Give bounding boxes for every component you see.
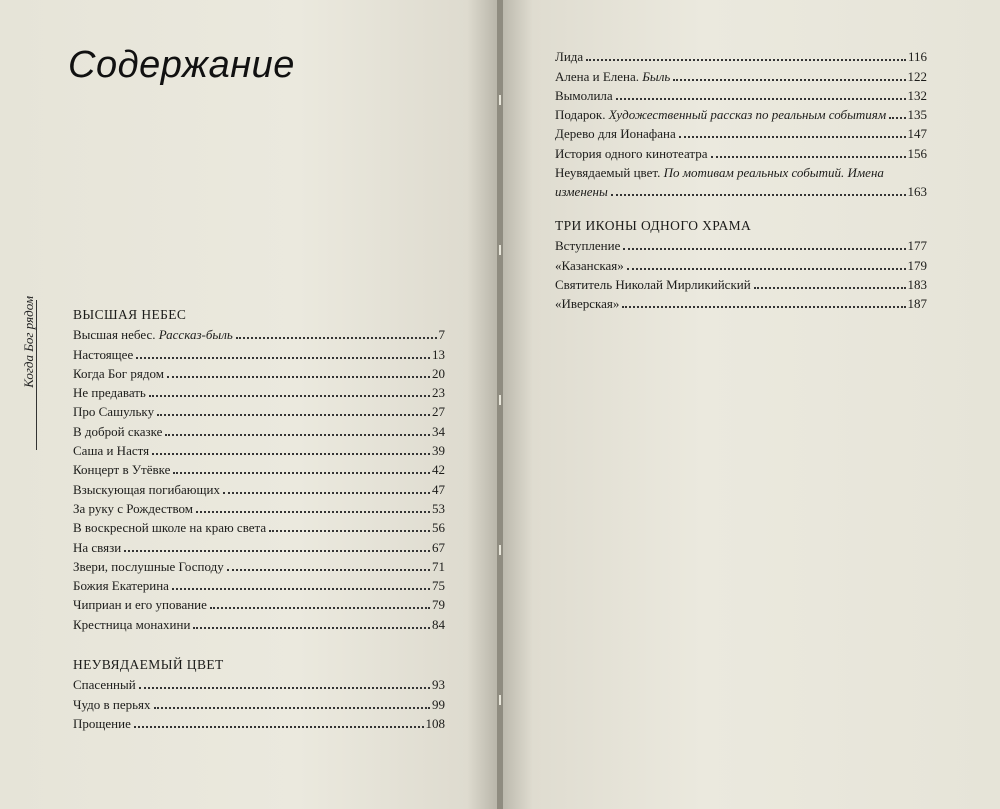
- toc-entry-title: Когда Бог рядом: [73, 365, 164, 381]
- toc-entry-page: 179: [907, 257, 927, 273]
- toc-entry-title: Алена и Елена.: [555, 68, 640, 84]
- toc-entry-page: 23: [432, 385, 445, 401]
- toc-entry-title: За руку с Рождеством: [73, 500, 194, 516]
- toc-entry: [73, 325, 445, 344]
- toc-entry-title-group: [73, 480, 220, 499]
- leader-dots: [149, 395, 430, 397]
- leader-dots: [167, 376, 430, 378]
- toc-entry-title-group: [73, 695, 151, 714]
- running-head-rule: [36, 300, 37, 450]
- toc-entry-page: 156: [907, 145, 927, 161]
- toc-entry: [73, 344, 445, 363]
- binding-stitch: [499, 95, 501, 105]
- leader-dots: [173, 472, 430, 474]
- toc-entry: [555, 255, 927, 274]
- leader-dots: [679, 136, 906, 138]
- toc-entry: [73, 675, 445, 694]
- toc-entry-title-group: [555, 144, 708, 163]
- toc-entry-title-group: [73, 460, 170, 479]
- toc-entry-title: Про Сашульку: [73, 404, 155, 420]
- toc-entry-title: На связи: [73, 539, 122, 555]
- toc-entry: [73, 441, 445, 460]
- leader-dots: [616, 98, 906, 100]
- toc-entry: [555, 143, 927, 162]
- leader-dots: [136, 357, 430, 359]
- toc-entry-page: 13: [432, 346, 445, 362]
- leader-dots: [586, 59, 906, 61]
- toc-entry-title: Концерт в Утёвке: [73, 462, 171, 478]
- toc-entry-title: Спасенный: [73, 677, 136, 693]
- toc-entry-title: Неувядаемый цвет.: [555, 164, 661, 180]
- leader-dots: [196, 511, 430, 513]
- toc-entry-title-group: [73, 499, 193, 518]
- toc-entry-title-group: [73, 402, 154, 421]
- toc-entry-page: 39: [432, 443, 445, 459]
- toc-entry-page: 183: [907, 276, 927, 292]
- toc-entry-subtitle-cont: изменены: [555, 183, 608, 199]
- toc-entry-title: Саша и Настя: [73, 443, 150, 459]
- toc-entry: [555, 236, 927, 255]
- section-heading: НЕУВЯДАЕМЫЙ ЦВЕТ: [73, 657, 224, 672]
- toc-entry-title: Взыскующая погибающих: [73, 481, 220, 497]
- toc-entry-title-group: [73, 576, 169, 595]
- toc-entry: [73, 402, 445, 421]
- toc-entry-title-group: [73, 441, 149, 460]
- toc-section-tri-ikony: [555, 216, 927, 313]
- toc-entry-title: Прощение: [73, 715, 131, 731]
- binding-stitch: [499, 245, 501, 255]
- toc-entry: [73, 537, 445, 556]
- toc-entry-title: В доброй сказке: [73, 423, 163, 439]
- right-page: [503, 0, 1000, 809]
- toc-entry: [73, 614, 445, 633]
- leader-dots: [622, 306, 905, 308]
- toc-entry-title: Чиприан и его упование: [73, 597, 207, 613]
- section-heading: ТРИ ИКОНЫ ОДНОГО ХРАМА: [555, 218, 752, 233]
- leader-dots: [623, 248, 905, 250]
- toc-entry-subtitle: Быль: [642, 68, 671, 84]
- toc-entry-page: 7: [438, 327, 445, 343]
- toc-entry: [73, 479, 445, 498]
- toc-entry: [555, 105, 927, 124]
- toc-entry-page: 93: [432, 677, 445, 693]
- toc-entry-page: 108: [425, 715, 445, 731]
- toc-entry-page: 147: [907, 126, 927, 142]
- toc-entry: [73, 499, 445, 518]
- leader-dots: [154, 707, 430, 709]
- toc-entry-subtitle: Художественный рассказ по реальным событиям: [608, 107, 887, 123]
- leader-dots: [236, 337, 437, 339]
- toc-entry-title-group: [73, 325, 233, 344]
- toc-entry: [555, 294, 927, 313]
- toc-entry-title-group: [73, 422, 162, 441]
- toc-entry-subtitle: По мотивам реальных событий. Имена: [663, 164, 884, 180]
- toc-entry-title: Подарок.: [555, 107, 606, 123]
- toc-entry-title-group: [73, 675, 136, 694]
- toc-entry-title-group: [73, 714, 131, 733]
- toc-entry-page: 27: [432, 404, 445, 420]
- toc-section-vysshaya-nebes: [73, 305, 445, 634]
- leader-dots: [210, 607, 430, 609]
- toc-entry-page: 67: [432, 539, 445, 555]
- toc-entry: [555, 47, 927, 66]
- toc-entry-subtitle: Рассказ-быль: [158, 327, 233, 343]
- toc-entry: [73, 421, 445, 440]
- toc-entry-page: 75: [432, 578, 445, 594]
- toc-entry-page: 53: [432, 500, 445, 516]
- toc-entry-line1: [555, 163, 927, 182]
- toc-entry-title-group: [73, 538, 121, 557]
- toc-entry-title: Вступление: [555, 238, 621, 254]
- toc-entries: [555, 47, 927, 163]
- toc-section-neuvyadaemyi-tsvet: [73, 655, 445, 733]
- toc-entry: [73, 364, 445, 383]
- binding-stitch: [499, 695, 501, 705]
- toc-entries: [555, 236, 927, 313]
- toc-entry-title: Чудо в перьях: [73, 696, 151, 712]
- toc-entry-title: Крестница монахини: [73, 616, 191, 632]
- leader-dots: [673, 79, 905, 81]
- toc-entry-page: 187: [907, 296, 927, 312]
- toc-entry-page: 34: [432, 423, 445, 439]
- toc-entry: [73, 694, 445, 713]
- toc-entry-title-group: [555, 47, 583, 66]
- toc-entry-page: 132: [907, 87, 927, 103]
- toc-entry-title: Дерево для Ионафана: [555, 126, 676, 142]
- toc-entry-title: История одного кинотеатра: [555, 145, 708, 161]
- toc-entry-title-group: [555, 86, 613, 105]
- toc-entry: [73, 714, 445, 733]
- toc-entry-title-group: [555, 275, 751, 294]
- binding-stitch: [499, 545, 501, 555]
- toc-entry-title: «Иверская»: [555, 296, 620, 312]
- toc-entry-page: 84: [432, 616, 445, 632]
- toc-entry-title-group: [555, 294, 619, 313]
- toc-entry: [73, 557, 445, 576]
- toc-entry-title: Настоящее: [73, 346, 134, 362]
- running-head: [14, 295, 44, 495]
- toc-entry-line2: [555, 182, 927, 201]
- toc-entry-title-group: [73, 615, 190, 634]
- leader-dots: [223, 492, 430, 494]
- leader-dots: [754, 287, 906, 289]
- toc-entry-page: 177: [907, 238, 927, 254]
- toc-entry-title-group: [73, 518, 266, 537]
- section-heading: ВЫСШАЯ НЕБЕС: [73, 307, 187, 322]
- toc-entry-title-group: [555, 67, 670, 86]
- toc-entry-page: 47: [432, 481, 445, 497]
- toc-entry-page: 135: [907, 107, 927, 123]
- toc-entry-title: Высшая небес.: [73, 327, 156, 343]
- toc-entry-page: 56: [432, 520, 445, 536]
- toc-entry: [555, 163, 927, 201]
- leader-dots: [889, 117, 905, 119]
- leader-dots: [139, 687, 430, 689]
- leader-dots: [227, 569, 430, 571]
- leader-dots: [124, 550, 430, 552]
- toc-entry-title-group: [73, 383, 146, 402]
- toc-entry: [555, 86, 927, 105]
- toc-entry-page: 71: [432, 558, 445, 574]
- toc-entry-title-group: [555, 105, 886, 124]
- toc-continued: [555, 47, 927, 201]
- running-head-text: Когда Бог рядом: [21, 296, 36, 388]
- toc-entry-title: Божия Екатерина: [73, 578, 169, 594]
- toc-entry: [555, 275, 927, 294]
- toc-entry-page: 79: [432, 597, 445, 613]
- toc-entry: [73, 595, 445, 614]
- leader-dots: [627, 268, 906, 270]
- toc-entries: [73, 325, 445, 634]
- leader-dots: [157, 414, 430, 416]
- toc-entry-title-group: [73, 364, 164, 383]
- toc-entry-title: Не предавать: [73, 385, 146, 401]
- leader-dots: [269, 530, 430, 532]
- toc-entry-title-group: [73, 557, 224, 576]
- toc-entries: [73, 675, 445, 733]
- toc-entry-page: 122: [907, 68, 927, 84]
- leader-dots: [134, 726, 424, 728]
- toc-entry-title: Лида: [555, 49, 584, 65]
- toc-entry: [73, 383, 445, 402]
- leader-dots: [152, 453, 430, 455]
- binding-stitch: [499, 395, 501, 405]
- toc-entry: [73, 460, 445, 479]
- toc-entry-title-group: [73, 345, 133, 364]
- toc-entry-title: Вымолила: [555, 87, 613, 103]
- leader-dots: [193, 627, 430, 629]
- toc-entry-title: Звери, послушные Господу: [73, 558, 224, 574]
- contents-title: Содержание: [68, 44, 295, 86]
- toc-entry-page: 20: [432, 365, 445, 381]
- toc-entry-title: В воскресной школе на краю света: [73, 520, 267, 536]
- toc-entry-title-group: [73, 595, 207, 614]
- leader-dots: [172, 588, 430, 590]
- leader-dots: [165, 434, 430, 436]
- toc-entry: [555, 66, 927, 85]
- toc-entry-title-group: [555, 236, 620, 255]
- toc-entry-page: 99: [432, 696, 445, 712]
- leader-dots: [711, 156, 906, 158]
- toc-entry-title: «Казанская»: [555, 257, 624, 273]
- toc-entry-title-group: [555, 124, 676, 143]
- toc-entry-title-group: [555, 256, 624, 275]
- toc-entry-page: 116: [907, 49, 927, 65]
- leader-dots: [611, 194, 906, 196]
- toc-entry: [555, 124, 927, 143]
- toc-entry-page: 163: [907, 183, 927, 199]
- toc-entry-title: Святитель Николай Мирликийский: [555, 276, 751, 292]
- toc-entry-page: 42: [432, 462, 445, 478]
- toc-entry: [73, 576, 445, 595]
- toc-entry: [73, 518, 445, 537]
- left-page: [0, 0, 497, 809]
